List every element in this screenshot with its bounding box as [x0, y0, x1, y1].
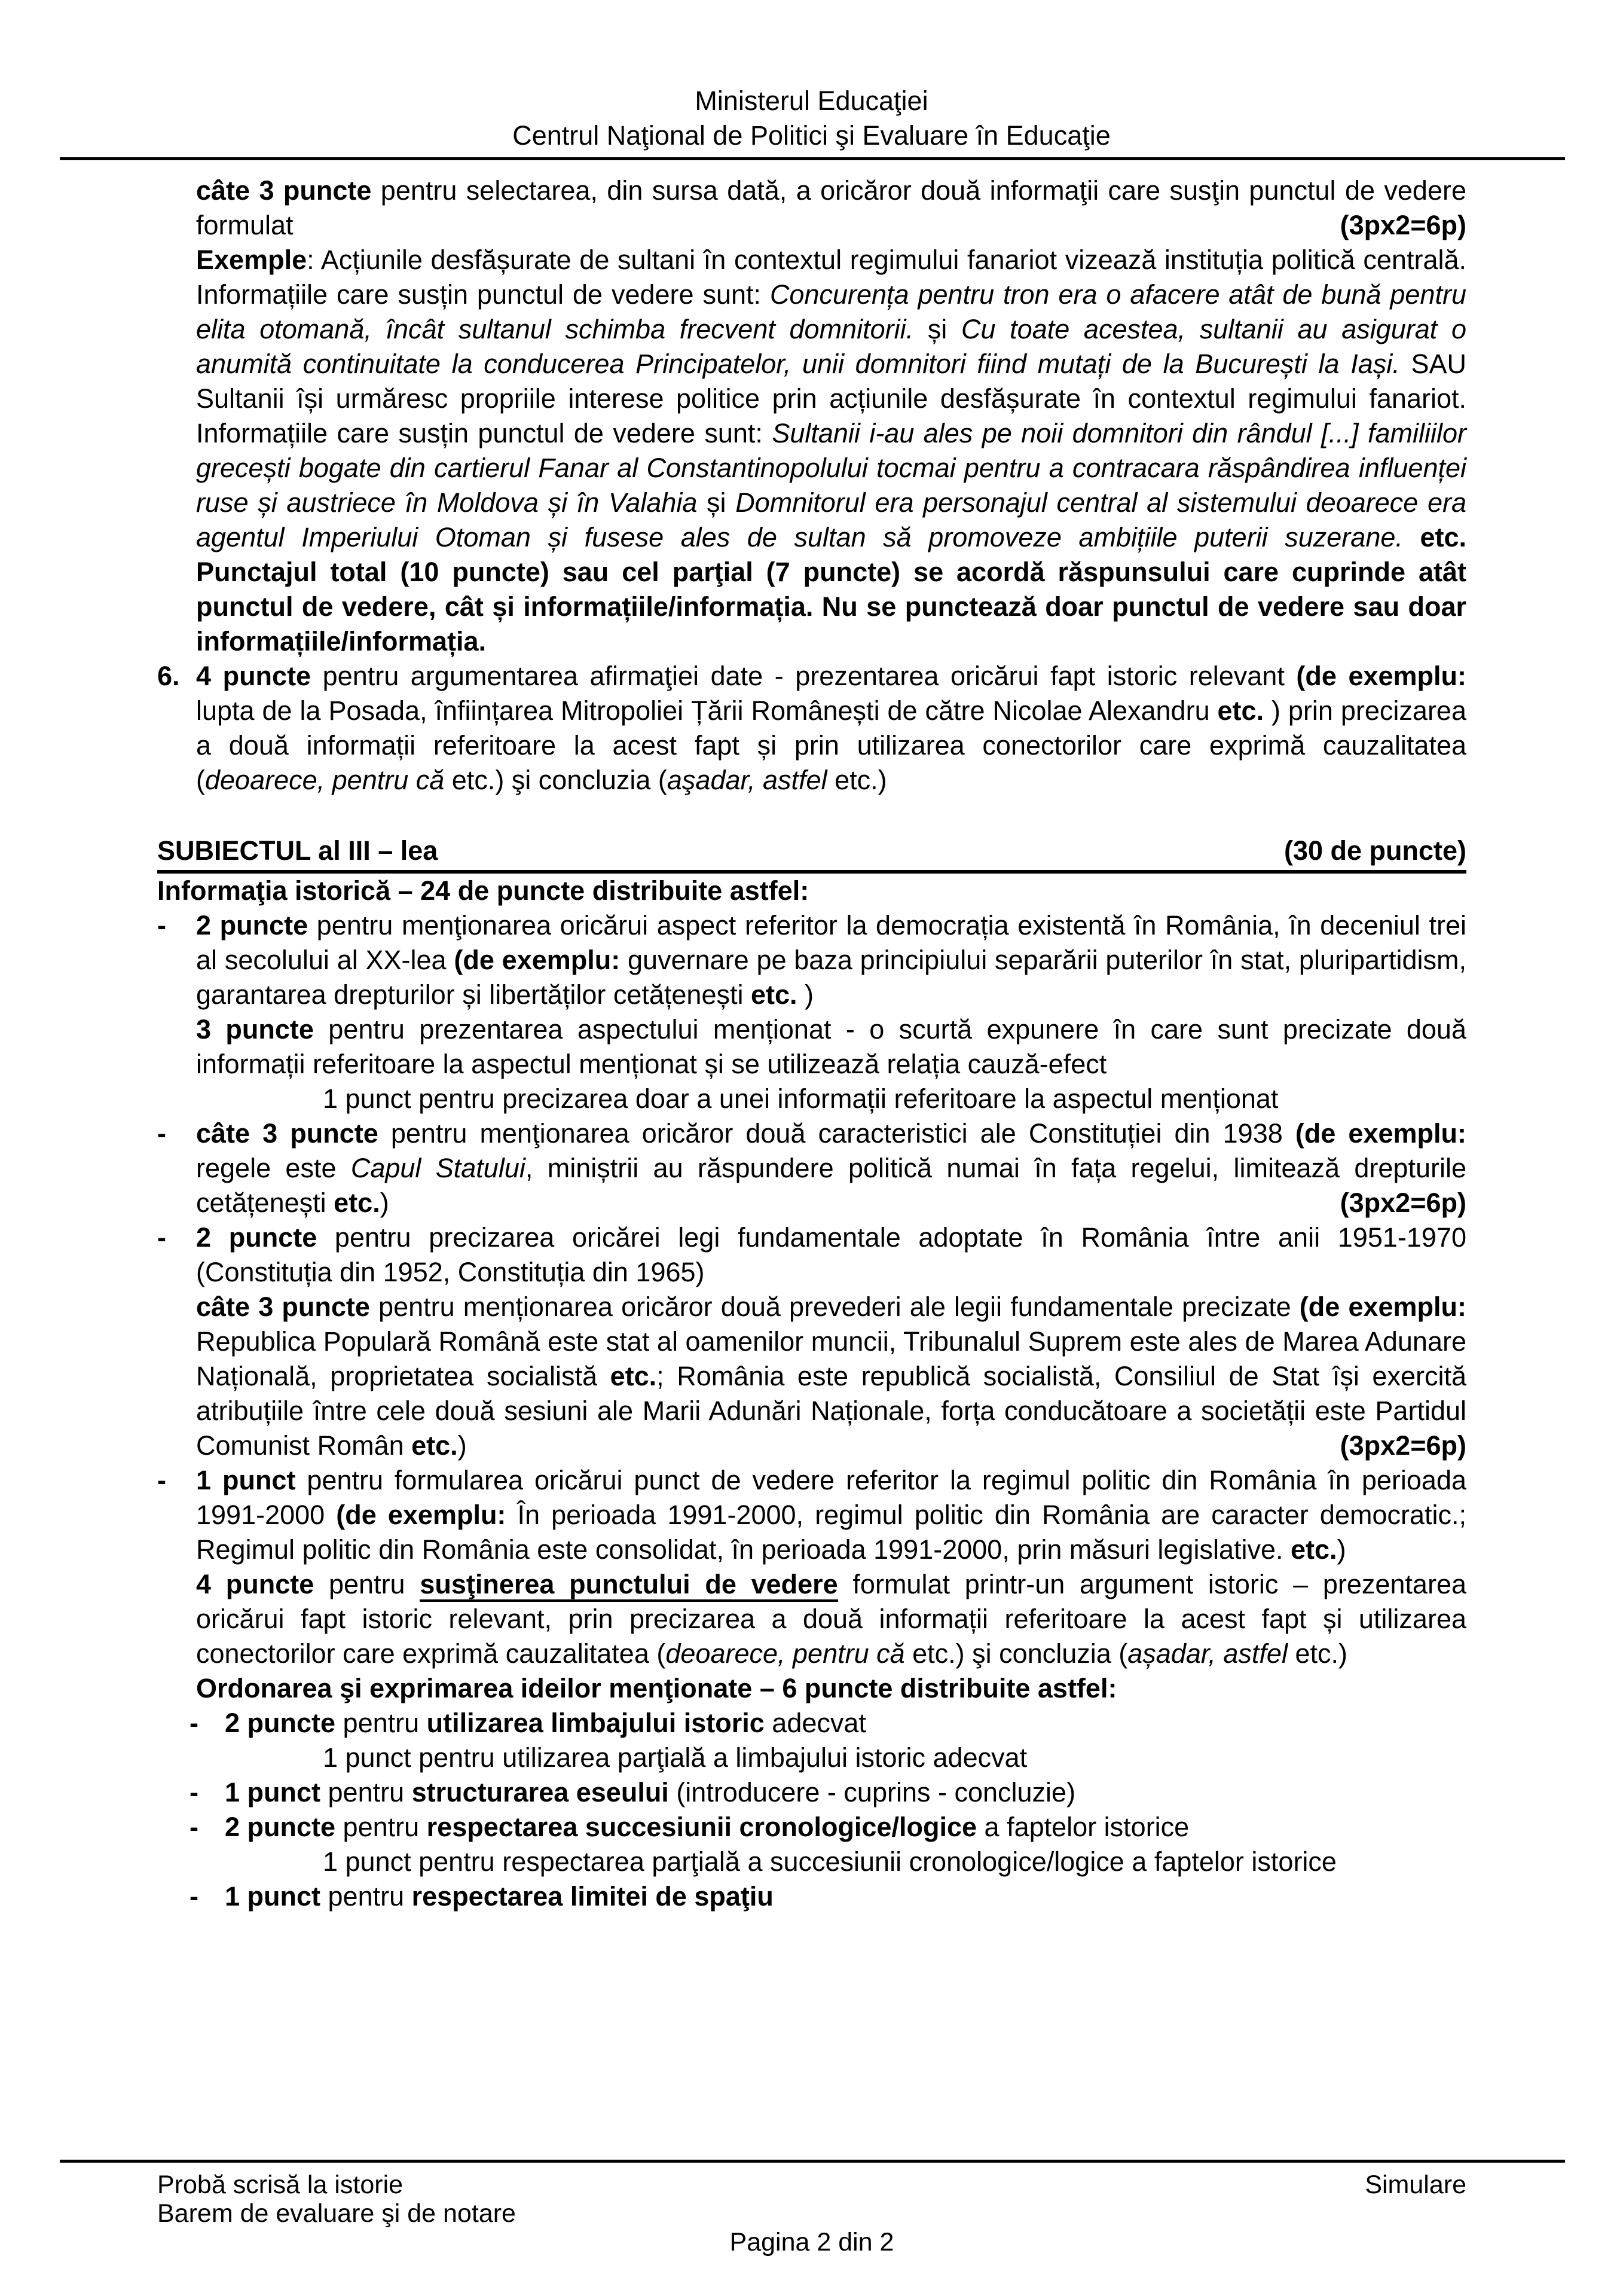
- sub-paragraph: [157, 1567, 1466, 1671]
- sub-note: [157, 1082, 1466, 1116]
- sub-note: [157, 1741, 1466, 1775]
- points-marker: (3px2=6p): [1340, 1187, 1466, 1218]
- paragraph-text: Exemple: Acțiunile desfășurate de sultani în contextul regimului fanariot vizează instituția politică centrală. Informațiile care susțin punctul de vedere sunt: Concurența pentru tron era o afacere atât de bună pentru elita otomană, încât sultanul schimba frecvent domnitorii. și Cu toate acestea, sultanii au asigurat o anumită continuitate la conducerea Principatelor, unii domnitori fiind mutați de la București la Iași. SAU Sultanii își urmăresc propriile interese politice prin acțiunile desfășurate în contextul regimului fanariot. Informațiile care susțin punctul de vedere sunt: Sultanii i-au ales pe noii domnitori din rândul [...] familiilor grecești bogate din cartierul Fanar al Constantinopolului tocmai pentru a contracara răspândirea influenței ruse și austriece în Moldova și în Valahia și Domnitorul era personajul central al sistemului deoarece era agentul Imperiului Otoman și fusese ales de sultan să promoveze ambițiile puterii suzerane. etc. Punctajul total (10 puncte) sau cel parţial (7 puncte) se acordă răspunsului care cuprinde atât punctul de vedere, cât și informațiile/informația. Nu se punctează doar punctul de vedere sau doar informațiile/informația.: [196, 245, 1466, 657]
- footer-inner: [157, 2170, 1466, 2257]
- section-heading-row: [157, 833, 1466, 874]
- bullet-marker: -: [189, 1708, 198, 1738]
- list-item: [157, 908, 1466, 1012]
- page-footer: [60, 2160, 1565, 2257]
- paragraph-examples: [157, 243, 1466, 659]
- paragraph-text: 4 puncte pentru susţinerea punctului de vedere formulat printr-un argument istoric – prezentarea oricărui fapt istoric relevant, prin precizarea a două informații referitoare la acest fapt și utilizarea conectorilor care exprimă cauzalitatea (deoarece, pentru că etc.) şi concluzia (așadar, astfel etc.): [196, 1569, 1466, 1669]
- paragraph-text: câte 3 puncte pentru menționarea oricăror două prevederi ale legii fundamentale precizate (de exemplu: Republica Populară Română este stat al oamenilor muncii, Tribunalul Suprem este ales de Marea Adunare Națională, proprietatea socialistă etc.; România este republică socialistă, Consiliul de Stat își exercită atribuțiile între cele două sesiuni ale Marii Adunări Naționale, forța conducătoare a societății este Partidul Comunist Român etc.): [196, 1292, 1467, 1461]
- paragraph-text: 1 punct pentru respectarea limitei de spaţiu: [225, 1881, 774, 1912]
- bullet-marker: -: [157, 1465, 166, 1495]
- footer-row-2: [157, 2199, 1466, 2228]
- paragraph-text: 2 puncte pentru respectarea succesiunii cronologice/logice a faptelor istorice: [225, 1812, 1190, 1842]
- bullet-marker: -: [189, 1812, 198, 1842]
- list-item: [157, 1220, 1466, 1290]
- paragraph-text: 4 puncte pentru argumentarea afirmaţiei date - prezentarea oricărui fapt istoric relevant (de exemplu: lupta de la Posada, înființarea Mitropoliei Țării Românești de către Nicolae Alexandru etc. ) prin precizarea a două informații referitoare la acest fapt și prin utilizarea conectorilor care exprimă cauzalitatea (deoarece, pentru că etc.) şi concluzia (aşadar, astfel etc.): [196, 661, 1466, 795]
- sub-list-item: [157, 1775, 1466, 1810]
- item-number: 6.: [157, 661, 180, 691]
- paragraph-text: Ordonarea şi exprimarea ideilor menţionate – 6 puncte distribuite astfel:: [196, 1673, 1117, 1703]
- sub-paragraph: [157, 1290, 1466, 1463]
- header-rule: [60, 157, 1565, 160]
- list-item-6: [157, 659, 1466, 798]
- list-item: [157, 1463, 1466, 1567]
- paragraph-text: câte 3 puncte pentru selectarea, din sursa dată, a oricăror două informaţii care susţin punctul de vedere formulat: [196, 175, 1466, 240]
- paragraph-text: 1 punct pentru precizarea doar a unei informații referitoare la aspectul menționat: [323, 1083, 1279, 1114]
- info-heading: Informaţia istorică – 24 de puncte distribuite astfel:: [157, 875, 809, 906]
- points-marker: (3px2=6p): [1340, 1430, 1466, 1461]
- sub-list-item: [157, 1810, 1466, 1845]
- footer-session: Simulare: [1365, 2170, 1466, 2199]
- bullet-marker: -: [157, 910, 166, 941]
- footer-row-1: [157, 2170, 1466, 2199]
- header-ministry: Ministerul Educaţiei: [695, 86, 928, 116]
- paragraph-text: 2 puncte pentru utilizarea limbajului istoric adecvat: [225, 1708, 866, 1738]
- paragraph-text: 1 punct pentru utilizarea parţială a limbajului istoric adecvat: [323, 1742, 1028, 1773]
- sub-note: [157, 1845, 1466, 1879]
- paragraph-text: 2 puncte pentru menţionarea oricărui aspect referitor la democrația existentă în România, în deceniul trei al secolului al XX-lea (de exemplu: guvernare pe baza principiului separării puterilor în stat, pluripartidism, garantarea drepturilor și libertăților cetățenești etc. ): [196, 910, 1466, 1010]
- section-points: (30 de puncte): [1283, 835, 1466, 866]
- bullet-marker: -: [157, 1118, 166, 1149]
- page-header: [0, 84, 1623, 153]
- sub-heading: [157, 1671, 1466, 1706]
- sub-list-item: [157, 1879, 1466, 1914]
- bullet-marker: -: [189, 1777, 198, 1808]
- bullet-marker: -: [189, 1881, 198, 1912]
- header-center: Centrul Naţional de Politici şi Evaluare în Educaţie: [512, 120, 1111, 151]
- footer-exam-type: Probă scrisă la istorie: [157, 2170, 404, 2199]
- paragraph-score-rule: [157, 173, 1466, 243]
- paragraph-text: 1 punct pentru formularea oricărui punct de vedere referitor la regimul politic din România în perioada 1991-2000 (de exemplu: În perioada 1991-2000, regimul politic din România are caracter democratic.; Regimul politic din România este consolidat, în perioada 1991-2000, prin măsuri legislative. etc.): [196, 1465, 1467, 1565]
- sub-list-item: [157, 1706, 1466, 1741]
- footer-page-number: Pagina 2 din 2: [729, 2228, 894, 2257]
- paragraph-text: 2 puncte pentru precizarea oricărei legi fundamentale adoptate în România între anii 1951-1970 (Constituția din 1952, Constituția din 1965): [196, 1222, 1466, 1287]
- paragraph-text: câte 3 puncte pentru menţionarea oricăror două caracteristici ale Constituției din 1938 (de exemplu: regele este Capul Statului, miniștrii au răspundere politică numai în fața regelui, limitează drepturile cetățenești etc.): [196, 1118, 1466, 1218]
- paragraph-text: 3 puncte pentru prezentarea aspectului menționat - o scurtă expunere în care sunt precizate două informații referitoare la aspectul menționat și se utilizează relația cauză-efect: [196, 1014, 1466, 1079]
- points-marker: (3px2=6p): [1340, 210, 1466, 240]
- footer-doc-type: Barem de evaluare şi de notare: [157, 2199, 516, 2228]
- sub-paragraph: [157, 1012, 1466, 1082]
- section-title: SUBIECTUL al III – lea: [157, 835, 438, 866]
- paragraph-text: 1 punct pentru respectarea parţială a succesiunii cronologice/logice a faptelor istorice: [323, 1846, 1337, 1877]
- document-content: [157, 173, 1466, 1914]
- bullet-marker: -: [157, 1222, 166, 1253]
- paragraph-text: 1 punct pentru structurarea eseului (introducere - cuprins - concluzie): [225, 1777, 1076, 1808]
- list-item: [157, 1116, 1466, 1220]
